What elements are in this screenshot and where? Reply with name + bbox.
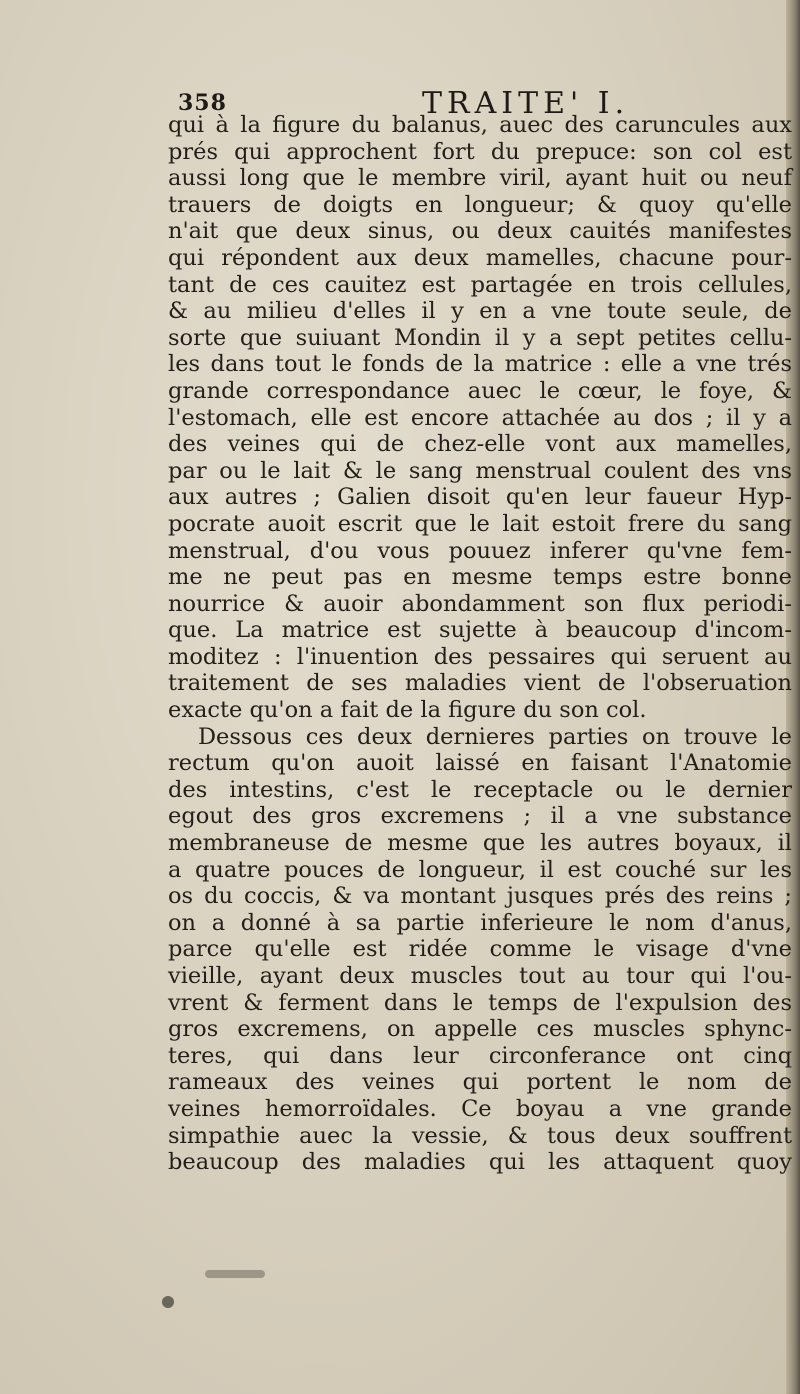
- text-line: nourrice & auoir abondamment son flux periodi-: [168, 590, 792, 617]
- text-line: teres, qui dans leur circonferance ont cinq: [168, 1042, 792, 1069]
- text-line: a quatre pouces de longueur, il est couché sur les: [168, 856, 792, 883]
- text-line: l'estomach, elle est encore attachée au dos ; il y a: [168, 404, 792, 431]
- text-line: rectum qu'on auoit laissé en faisant l'Anatomie: [168, 750, 792, 777]
- text-line: veines hemorroïdales. Ce boyau a vne grande: [168, 1095, 792, 1122]
- page-number: 358: [178, 90, 227, 116]
- text-line: egout des gros excremens ; il a vne substance: [168, 803, 792, 830]
- text-line: sorte que suiuant Mondin il y a sept petites cellu-: [168, 324, 792, 351]
- text-line: on a donné à sa partie inferieure le nom d'anus,: [168, 909, 792, 936]
- text-line: qui à la figure du balanus, auec des caruncules aux: [168, 112, 792, 138]
- text-line: rameaux des veines qui portent le nom de: [168, 1069, 792, 1096]
- body-text: [168, 112, 792, 1176]
- text-line: trauers de doigts en longueur; & quoy qu'elle: [168, 191, 792, 218]
- text-line: les dans tout le fonds de la matrice : elle a vne trés: [168, 351, 792, 378]
- text-line: menstrual, d'ou vous pouuez inferer qu'vne fem-: [168, 537, 792, 564]
- text-line: des intestins, c'est le receptacle ou le dernier: [168, 776, 792, 803]
- text-line: vrent & ferment dans le temps de l'expulsion des: [168, 989, 792, 1016]
- text-line: grande correspondance auec le cœur, le foye, &: [168, 377, 792, 404]
- text-line: membraneuse de mesme que les autres boyaux, il: [168, 830, 792, 857]
- text-line: des veines qui de chez-elle vont aux mamelles,: [168, 431, 792, 458]
- text-line: que. La matrice est sujette à beaucoup d'incom-: [168, 617, 792, 644]
- text-line: gros excremens, on appelle ces muscles sphync-: [168, 1016, 792, 1043]
- text-line: n'ait que deux sinus, ou deux cauités manifestes: [168, 218, 792, 245]
- text-line: parce qu'elle est ridée comme le visage d'vne: [168, 936, 792, 963]
- text-line: & au milieu d'elles il y en a vne toute seule, de: [168, 298, 792, 325]
- ink-speck: [162, 1296, 174, 1308]
- ink-smudge: [205, 1270, 265, 1278]
- text-line: exacte qu'on a fait de la figure du son col.: [168, 697, 647, 724]
- text-line: os du coccis, & va montant jusques prés des reins ;: [168, 883, 792, 910]
- running-head: TRAITE' I.: [422, 86, 630, 121]
- text-line: aux autres ; Galien disoit qu'en leur faueur Hyp-: [168, 484, 792, 511]
- text-line: pocrate auoit escrit que le lait estoit frere du sang: [168, 510, 792, 537]
- text-line: Dessous ces deux dernieres parties on trouve le: [198, 723, 792, 750]
- text-line: moditez : l'inuention des pessaires qui seruent au: [168, 643, 792, 670]
- text-line: traitement de ses maladies vient de l'obseruation: [168, 670, 792, 697]
- text-line: prés qui approchent fort du prepuce: son col est: [168, 138, 792, 165]
- text-line: tant de ces cauitez est partagée en trois cellules,: [168, 271, 792, 298]
- text-line: qui répondent aux deux mamelles, chacune pour-: [168, 244, 792, 271]
- text-line: aussi long que le membre viril, ayant huit ou neuf: [168, 165, 792, 192]
- text-line: par ou le lait & le sang menstrual coulent des vns: [168, 457, 792, 484]
- text-line: vieille, ayant deux muscles tout au tour qui l'ou-: [168, 963, 792, 989]
- text-line: simpathie auec la vessie, & tous deux souffrent: [168, 1122, 792, 1149]
- text-line: beaucoup des maladies qui les attaquent quoy: [168, 1149, 792, 1176]
- text-line: me ne peut pas en mesme temps estre bonne: [168, 564, 792, 591]
